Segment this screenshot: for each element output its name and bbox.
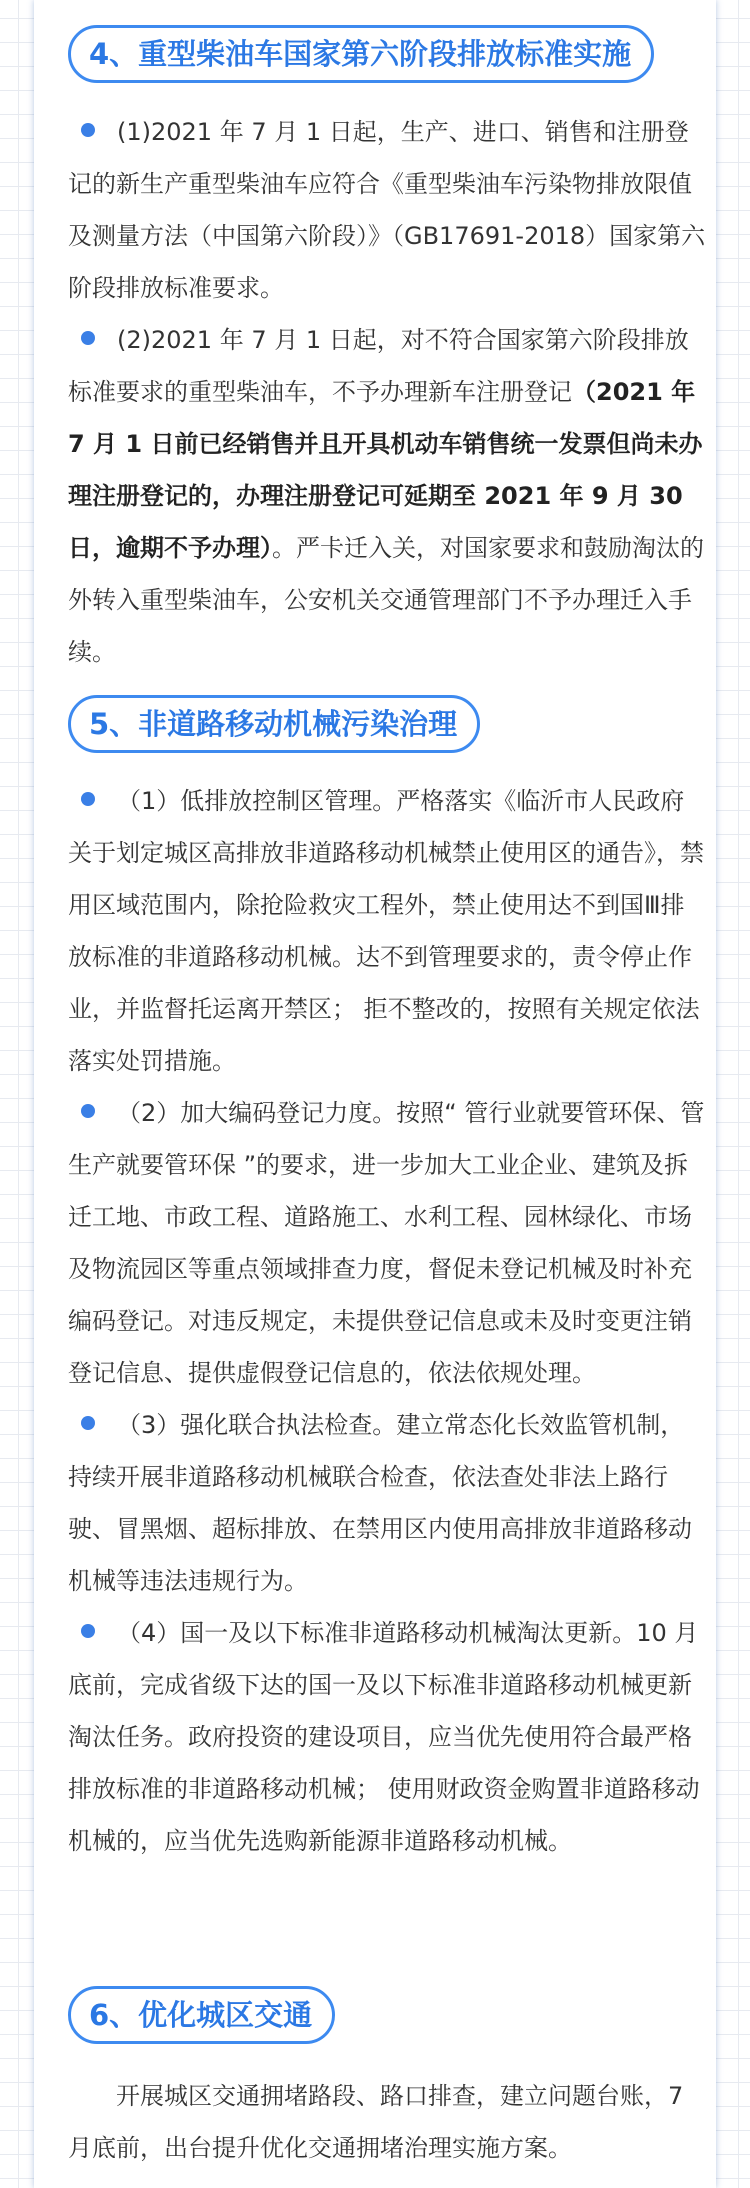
section-5-item-2-text: （2）加大编码登记力度。按照“ 管行业就要管环保、管生产就要管环保 ”的要求，进一步加大工业企业、建筑及拆迁工地、市政工程、道路施工、水利工程、园林绿化、市场及物流园区等重点领域排查力度，督促未登记机械及时补充编码登记。对违反规定，未提供登记信息或未及时变更注销登记信息、提供虚假登记信息的，依法依规处理。: [68, 1099, 705, 1387]
section-4: [89, 25, 688, 83]
section-5-item-3: [68, 1399, 706, 1607]
section-6-item-1-text: 开展城区交通拥堵路段、路口排查，建立问题台账，7 月底前，出台提升优化交通拥堵治理实施方案。: [68, 2082, 684, 2162]
section-4-item-2: [68, 314, 706, 678]
section-6-body: [68, 2070, 706, 2174]
bullet-dot-icon: [81, 792, 95, 806]
section-6-heading: 6、优化城区交通: [68, 1986, 335, 2044]
section-4-item-1-text: (1)2021 年 7 月 1 日起，生产、进口、销售和注册登记的新生产重型柴油车应符合《重型柴油车污染物排放限值及测量方法（中国第六阶段）》（GB17691-2018）国家第六阶段排放标准要求。: [68, 118, 706, 302]
bullet-dot-icon: [81, 1416, 95, 1430]
bullet-dot-icon: [81, 123, 95, 137]
section-6-item-1: [68, 2070, 706, 2174]
section-5-item-1-text: （1）低排放控制区管理。严格落实《临沂市人民政府关于划定城区高排放非道路移动机械禁止使用区的通告》，禁用区域范围内，除抢险救灾工程外，禁止使用达不到国Ⅲ排放标准的非道路移动机械。达不到管理要求的，责令停止作业，并监督托运离开禁区； 拒不整改的，按照有关规定依法落实处罚措施。: [68, 787, 704, 1075]
section-5-heading: 5、非道路移动机械污染治理: [68, 695, 480, 753]
section-5-body: [68, 775, 706, 1867]
section-5-item-4: [68, 1607, 706, 1867]
section-4-item-1: [68, 106, 706, 314]
section-5-item-1: [68, 775, 706, 1087]
bullet-dot-icon: [81, 1104, 95, 1118]
section-5-item-2: [68, 1087, 706, 1399]
section-4-heading: 4、重型柴油车国家第六阶段排放标准实施: [68, 25, 654, 83]
section-4-body: [68, 106, 706, 678]
section-4-item-2-emphasis: （2021 年 7 月 1 日前已经销售并且开具机动车销售统一发票但尚未办理注册登记的，办理注册登记可延期至 2021 年 9 月 30 日，逾期不予办理）: [68, 378, 703, 562]
bullet-dot-icon: [81, 331, 95, 345]
section-4-item-2-text-after: 。严卡迁入关，对国家要求和鼓励淘汰的外转入重型柴油车，公安机关交通管理部门不予办理迁入手续。: [68, 534, 704, 666]
section-5-item-3-text: （3）强化联合执法检查。建立常态化长效监管机制，持续开展非道路移动机械联合检查，依法查处非法上路行驶、冒黑烟、超标排放、在禁用区内使用高排放非道路移动机械等违法违规行为。: [68, 1411, 692, 1595]
article-card: [34, 0, 716, 2188]
section-5-item-4-text: （4）国一及以下标准非道路移动机械淘汰更新。10 月底前，完成省级下达的国一及以下标准非道路移动机械更新淘汰任务。政府投资的建设项目，应当优先使用符合最严格排放标准的非道路移动机械； 使用财政资金购置非道路移动机械的，应当优先选购新能源非道路移动机械。: [68, 1619, 700, 1855]
bullet-dot-icon: [81, 1624, 95, 1638]
section-4-item-2-text: (2)2021 年 7 月 1 日起，对不符合国家第六阶段排放标准要求的重型柴油车，不予办理新车注册登记: [68, 326, 689, 406]
